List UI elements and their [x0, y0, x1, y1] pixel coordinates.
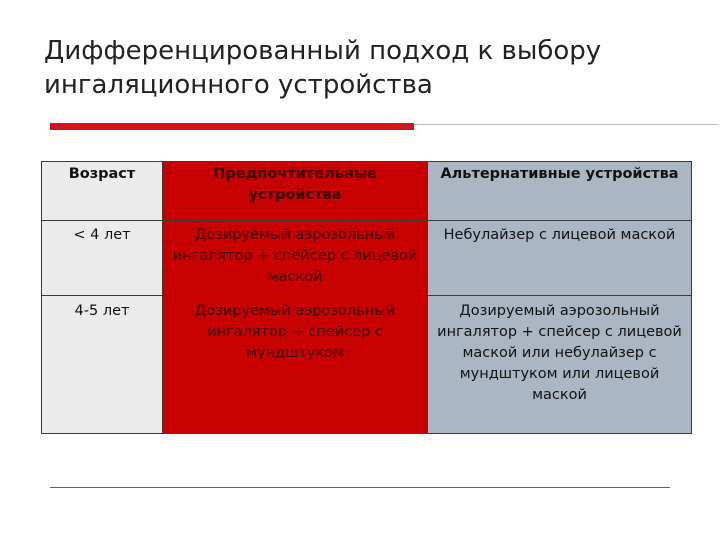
header-alternative: Альтернативные устройства: [428, 162, 692, 221]
title-divider-accent: [50, 123, 414, 130]
cell-alternative: Дозируемый аэрозольный ингалятор + спейсер с лицевой маской или небулайзер с мундштуком или лицевой маской: [428, 296, 692, 434]
header-age: Возраст: [42, 162, 163, 221]
title-divider-rule: [414, 124, 718, 125]
cell-age: < 4 лет: [42, 221, 163, 296]
table-row: [42, 296, 692, 434]
table-header-row: [42, 162, 692, 221]
header-preferred: Предпочтительные устройства: [163, 162, 428, 221]
cell-preferred: Дозируемый аэрозольный ингалятор + спейсер с мундштуком: [163, 296, 428, 434]
slide-title: Дифференцированный подход к выбору ингаляционного устройства: [44, 36, 602, 100]
cell-alternative: Небулайзер с лицевой маской: [428, 221, 692, 296]
cell-preferred: Дозируемый аэрозольный ингалятор + спейсер с лицевой маской: [163, 221, 428, 296]
table-row: [42, 221, 692, 296]
inhaler-table: [41, 161, 692, 434]
footer-divider: [50, 487, 670, 488]
cell-age: 4-5 лет: [42, 296, 163, 434]
